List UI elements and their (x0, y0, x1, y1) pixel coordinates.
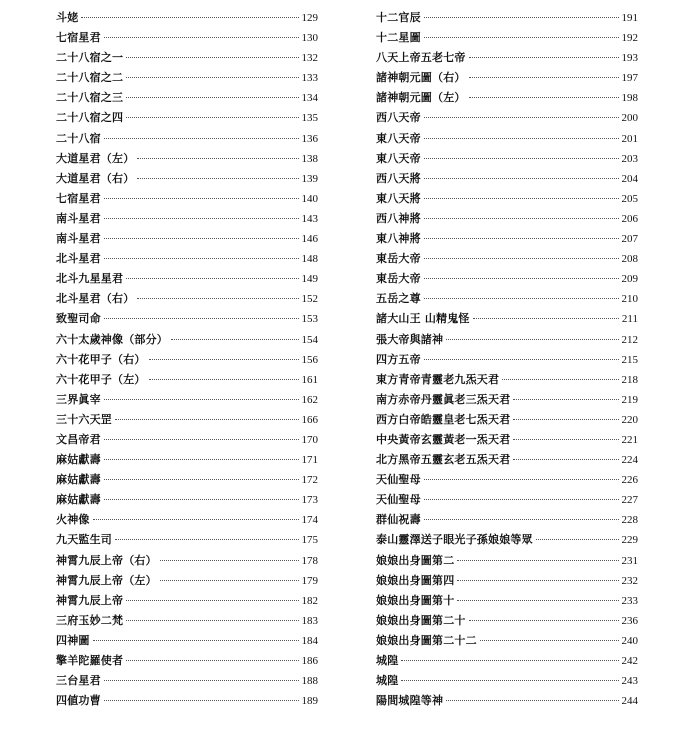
dot-leader (104, 238, 299, 239)
dot-leader (104, 318, 299, 319)
dot-leader (469, 620, 619, 621)
toc-entry-page-number: 211 (621, 313, 638, 326)
dot-leader (446, 700, 618, 701)
toc-entry-page-number: 226 (621, 474, 638, 487)
toc-entry-page-number: 244 (621, 695, 638, 708)
toc-column-right (376, 8, 638, 711)
toc-entry-page-number: 156 (301, 353, 318, 366)
toc-entry-title: 八天上帝五老七帝 (376, 51, 466, 65)
toc-entry (56, 350, 318, 370)
toc-entry-page-number: 174 (301, 514, 318, 527)
dot-leader (457, 580, 618, 581)
toc-entry-page-number: 179 (301, 574, 318, 587)
toc-entry-page-number: 220 (621, 413, 638, 426)
toc-entry-title: 西八神將 (376, 211, 421, 225)
dot-leader (149, 359, 299, 360)
toc-entry (56, 68, 318, 88)
dot-leader (469, 57, 619, 58)
toc-entry-title: 四方五帝 (376, 352, 421, 366)
toc-entry (376, 671, 638, 691)
toc-entry-title: 神霄九辰上帝（右） (56, 553, 157, 567)
toc-entry-page-number: 136 (301, 132, 318, 145)
toc-entry-title: 諸神朝元圖（左） (376, 91, 466, 105)
toc-entry (56, 289, 318, 309)
toc-entry (56, 631, 318, 651)
toc-entry-title: 西八天帝 (376, 111, 421, 125)
toc-entry-page-number: 170 (301, 433, 318, 446)
dot-leader (401, 680, 618, 681)
toc-entry (376, 571, 638, 591)
toc-entry-title: 娘娘出身圖第二 (376, 553, 455, 567)
dot-leader (126, 600, 298, 601)
dot-leader (137, 298, 298, 299)
toc-entry-page-number: 189 (301, 695, 318, 708)
toc-entry-title: 泰山靈澤送子眼光子孫娘娘等眾 (376, 533, 533, 547)
dot-leader (424, 258, 619, 259)
toc-entry-title: 大道星君（左） (56, 151, 135, 165)
toc-entry-page-number: 161 (301, 373, 318, 386)
toc-entry (376, 410, 638, 430)
toc-entry-page-number: 171 (301, 454, 318, 467)
toc-entry-page-number: 205 (621, 192, 638, 205)
dot-leader (104, 479, 299, 480)
toc-entry-page-number: 183 (301, 614, 318, 627)
toc-entry (376, 390, 638, 410)
toc-entry (56, 611, 318, 631)
dot-leader (536, 539, 619, 540)
dot-leader (149, 379, 299, 380)
toc-entry-page-number: 212 (621, 333, 638, 346)
dot-leader (104, 439, 299, 440)
toc-entry (56, 169, 318, 189)
dot-leader (424, 359, 619, 360)
toc-entry-page-number: 172 (301, 474, 318, 487)
toc-entry-page-number: 233 (621, 594, 638, 607)
toc-entry-title: 南方赤帝丹靈眞老三炁天君 (376, 392, 511, 406)
toc-entry (56, 571, 318, 591)
dot-leader (93, 519, 299, 520)
toc-entry-page-number: 227 (621, 494, 638, 507)
toc-entry-page-number: 236 (621, 614, 638, 627)
dot-leader (424, 178, 619, 179)
toc-entry (56, 28, 318, 48)
toc-entry-title: 七宿星君 (56, 31, 101, 45)
toc-entry-title: 四神圖 (56, 633, 90, 647)
dot-leader (473, 318, 619, 319)
toc-entry (376, 330, 638, 350)
toc-entry-title: 十二官辰 (376, 11, 421, 24)
toc-entry-title: 東八神將 (376, 232, 421, 246)
dot-leader (446, 339, 618, 340)
toc-entry-title: 東八天帝 (376, 131, 421, 145)
toc-entry-title: 娘娘出身圖第四 (376, 573, 455, 587)
toc-entry-page-number: 178 (301, 554, 318, 567)
dot-leader (126, 620, 298, 621)
toc-entry-page-number: 224 (621, 454, 638, 467)
toc-entry (376, 68, 638, 88)
toc-entry-title: 北斗星君（右） (56, 292, 135, 306)
toc-entry-page-number: 135 (301, 112, 318, 125)
toc-entry-title: 西八天將 (376, 171, 421, 185)
toc-entry-title: 大道星君（右） (56, 171, 135, 185)
dot-leader (115, 539, 299, 540)
toc-entry-page-number: 228 (621, 514, 638, 527)
toc-entry (376, 470, 638, 490)
toc-entry-page-number: 140 (301, 192, 318, 205)
toc-entry-page-number: 221 (621, 433, 638, 446)
toc-entry-title: 致聖司命 (56, 312, 101, 326)
dot-leader (424, 158, 619, 159)
dot-leader (480, 640, 619, 641)
dot-leader (424, 218, 619, 219)
dot-leader (126, 77, 298, 78)
toc-entry (376, 229, 638, 249)
dot-leader (424, 138, 619, 139)
toc-entry-title: 東八天帝 (376, 151, 421, 165)
toc-entry (376, 269, 638, 289)
toc-entry-page-number: 206 (621, 212, 638, 225)
toc-entry-page-number: 134 (301, 92, 318, 105)
toc-entry-title: 諸大山王 山精鬼怪 (376, 312, 470, 326)
toc-entry-title: 三十六天罡 (56, 412, 112, 426)
toc-entry-title: 娘娘出身圖第二十 (376, 613, 466, 627)
toc-entry (376, 289, 638, 309)
toc-entry-page-number: 215 (621, 353, 638, 366)
toc-entry-page-number: 210 (621, 293, 638, 306)
toc-entry (56, 370, 318, 390)
toc-entry-page-number: 182 (301, 594, 318, 607)
toc-entry-page-number: 232 (621, 574, 638, 587)
toc-entry-title: 北斗九星星君 (56, 272, 124, 286)
toc-entry-page-number: 203 (621, 152, 638, 165)
toc-entry-page-number: 243 (621, 675, 638, 688)
toc-entry-page-number: 192 (621, 32, 638, 45)
toc-entry-page-number: 153 (301, 313, 318, 326)
toc-entry-title: 東八天將 (376, 191, 421, 205)
toc-entry-page-number: 139 (301, 172, 318, 185)
toc-entry (56, 209, 318, 229)
dot-leader (457, 560, 618, 561)
toc-entry (376, 450, 638, 470)
toc-entry (56, 390, 318, 410)
dot-leader (104, 37, 299, 38)
toc-entry (376, 28, 638, 48)
toc-entry-page-number: 218 (621, 373, 638, 386)
dot-leader (469, 77, 619, 78)
toc-entry (376, 370, 638, 390)
toc-entry-page-number: 175 (301, 534, 318, 547)
dot-leader (469, 97, 619, 98)
dot-leader (424, 198, 619, 199)
toc-entry-page-number: 184 (301, 634, 318, 647)
toc-entry-page-number: 166 (301, 413, 318, 426)
dot-leader (457, 600, 618, 601)
toc-entry-title: 斗姥 (56, 11, 79, 24)
toc-entry-title: 南斗星君 (56, 211, 101, 225)
toc-entry (376, 88, 638, 108)
toc-entry (376, 490, 638, 510)
toc-entry-title: 三府玉妙二梵 (56, 613, 124, 627)
toc-entry-title: 二十八宿之二 (56, 71, 124, 85)
toc-entry-title: 西方白帝皓靈皇老七炁天君 (376, 412, 511, 426)
toc-entry-page-number: 133 (301, 72, 318, 85)
dot-leader (104, 459, 299, 460)
dot-leader (104, 399, 299, 400)
toc-entry (376, 651, 638, 671)
dot-leader (104, 138, 299, 139)
toc-entry-page-number: 143 (301, 212, 318, 225)
toc-entry-page-number: 198 (621, 92, 638, 105)
toc-entry-page-number: 191 (621, 12, 638, 24)
toc-entry (376, 309, 638, 329)
toc-entry-page-number: 204 (621, 172, 638, 185)
dot-leader (93, 640, 299, 641)
toc-entry-title: 東方青帝青靈老九炁天君 (376, 372, 500, 386)
toc-entry-title: 中央黃帝玄靈黃老一炁天君 (376, 432, 511, 446)
toc-entry-title: 北方黑帝五靈玄老五炁天君 (376, 453, 511, 467)
toc-entry-page-number: 132 (301, 52, 318, 65)
toc-entry-page-number: 188 (301, 675, 318, 688)
dot-leader (424, 17, 619, 18)
toc-entry-title: 張大帝與諸神 (376, 332, 444, 346)
toc-entry (56, 330, 318, 350)
toc-entry-page-number: 208 (621, 253, 638, 266)
toc-entry-page-number: 146 (301, 233, 318, 246)
dot-leader (126, 117, 298, 118)
dot-leader (502, 379, 618, 380)
dot-leader (137, 158, 298, 159)
toc-entry (56, 149, 318, 169)
toc-entry-title: 麻姑獻壽 (56, 473, 101, 487)
toc-entry-page-number: 162 (301, 393, 318, 406)
toc-entry-page-number: 229 (621, 534, 638, 547)
dot-leader (424, 117, 619, 118)
dot-leader (160, 560, 299, 561)
toc-entry-title: 三台星君 (56, 674, 101, 688)
toc-entry (376, 611, 638, 631)
toc-entry (56, 470, 318, 490)
toc-entry (56, 8, 318, 28)
toc-entry-title: 諸神朝元圖（右） (376, 71, 466, 85)
toc-entry (376, 169, 638, 189)
toc-entry (376, 149, 638, 169)
dot-leader (126, 278, 298, 279)
toc-entry-page-number: 193 (621, 52, 638, 65)
toc-entry (376, 631, 638, 651)
dot-leader (126, 97, 298, 98)
toc-entry-page-number: 148 (301, 253, 318, 266)
toc-entry-page-number: 130 (301, 32, 318, 45)
toc-entry-title: 二十八宿之三 (56, 91, 124, 105)
toc-entry-page-number: 129 (301, 12, 318, 24)
toc-entry (376, 129, 638, 149)
toc-entry-title: 城隍 (376, 674, 399, 688)
toc-entry (56, 249, 318, 269)
toc-entry (376, 551, 638, 571)
toc-entry-title: 六十太歲神像（部分） (56, 332, 168, 346)
toc-entry-title: 麻姑獻壽 (56, 493, 101, 507)
toc-entry-page-number: 209 (621, 273, 638, 286)
toc-entry (56, 410, 318, 430)
dot-leader (513, 459, 618, 460)
toc-entry-title: 擎羊陀羅使者 (56, 654, 124, 667)
toc-entry (376, 209, 638, 229)
dot-leader (104, 198, 299, 199)
toc-entry-title: 娘娘出身圖第二十二 (376, 633, 477, 647)
dot-leader (104, 680, 299, 681)
toc-entry-title: 二十八宿之一 (56, 51, 124, 65)
dot-leader (424, 37, 619, 38)
dot-leader (126, 57, 298, 58)
toc-entry (56, 129, 318, 149)
toc-entry-title: 天仙聖母 (376, 493, 421, 507)
toc-entry-page-number: 219 (621, 393, 638, 406)
toc-entry-title: 東岳大帝 (376, 252, 421, 266)
dot-leader (424, 519, 619, 520)
dot-leader (115, 419, 299, 420)
toc-entry-title: 城隍 (376, 654, 399, 667)
toc-entry-title: 陽間城隍等神 (376, 694, 444, 708)
toc-entry (56, 671, 318, 691)
dot-leader (513, 419, 618, 420)
toc-entry (56, 510, 318, 530)
toc-entry-title: 火神像 (56, 513, 90, 527)
dot-leader (137, 178, 298, 179)
toc-entry (376, 189, 638, 209)
toc-entry-title: 七宿星君 (56, 191, 101, 205)
toc-entry-title: 神霄九辰上帝（左） (56, 573, 157, 587)
toc-entry (56, 108, 318, 128)
toc-entry-title: 群仙祝壽 (376, 513, 421, 527)
toc-entry-title: 三界眞宰 (56, 392, 101, 406)
toc-entry-title: 六十花甲子（右） (56, 352, 146, 366)
toc-entry-title: 二十八宿 (56, 131, 101, 145)
toc-entry-page-number: 242 (621, 655, 638, 667)
toc-entry (56, 490, 318, 510)
dot-leader (401, 660, 618, 661)
toc-entry-title: 神霄九辰上帝 (56, 593, 124, 607)
dot-leader (424, 499, 619, 500)
toc-entry-page-number: 152 (301, 293, 318, 306)
toc-entry-page-number: 197 (621, 72, 638, 85)
dot-leader (171, 339, 299, 340)
dot-leader (160, 580, 299, 581)
toc-entry (376, 530, 638, 550)
toc-entry-page-number: 154 (301, 333, 318, 346)
toc-entry-title: 十二星圖 (376, 31, 421, 45)
toc-entry-title: 九天監生司 (56, 533, 112, 547)
toc-entry (56, 430, 318, 450)
dot-leader (424, 298, 619, 299)
dot-leader (104, 258, 299, 259)
toc-entry-page-number: 200 (621, 112, 638, 125)
toc-entry (56, 269, 318, 289)
dot-leader (81, 17, 298, 18)
toc-entry-title: 東岳大帝 (376, 272, 421, 286)
dot-leader (424, 238, 619, 239)
dot-leader (104, 700, 299, 701)
toc-entry-title: 麻姑獻壽 (56, 453, 101, 467)
toc-entry-page-number: 240 (621, 634, 638, 647)
toc-entry-title: 天仙聖母 (376, 473, 421, 487)
toc-entry (56, 189, 318, 209)
toc-entry (56, 591, 318, 611)
toc-entry (56, 88, 318, 108)
toc-entry-title: 六十花甲子（左） (56, 372, 146, 386)
toc-entry-title: 文昌帝君 (56, 432, 101, 446)
toc-column-left (56, 8, 318, 711)
toc-entry-title: 北斗星君 (56, 252, 101, 266)
toc-entry (376, 430, 638, 450)
toc-entry (376, 510, 638, 530)
dot-leader (104, 499, 299, 500)
dot-leader (424, 278, 619, 279)
toc-entry (56, 530, 318, 550)
toc-entry (376, 350, 638, 370)
toc-entry (376, 108, 638, 128)
toc-entry-page-number: 138 (301, 152, 318, 165)
toc-entry (376, 48, 638, 68)
toc-entry-title: 南斗星君 (56, 232, 101, 246)
toc-entry (56, 48, 318, 68)
toc-entry-page-number: 149 (301, 273, 318, 286)
toc-entry-page-number: 207 (621, 233, 638, 246)
toc-entry (376, 249, 638, 269)
dot-leader (104, 218, 299, 219)
toc-entry-page-number: 201 (621, 132, 638, 145)
dot-leader (513, 439, 618, 440)
toc-entry (56, 691, 318, 711)
toc-entry (56, 651, 318, 671)
toc-entry (56, 309, 318, 329)
toc-entry-title: 娘娘出身圖第十 (376, 593, 455, 607)
dot-leader (126, 660, 298, 661)
toc-entry (56, 551, 318, 571)
toc-entry (56, 450, 318, 470)
toc-entry (376, 8, 638, 28)
toc-entry-title: 四値功曹 (56, 694, 101, 708)
toc-entry (376, 691, 638, 711)
toc-entry-title: 二十八宿之四 (56, 111, 124, 125)
toc-entry-title: 五岳之尊 (376, 292, 421, 306)
dot-leader (424, 479, 619, 480)
toc-entry-page-number: 231 (621, 554, 638, 567)
toc-entry (376, 591, 638, 611)
dot-leader (513, 399, 618, 400)
toc-entry-page-number: 173 (301, 494, 318, 507)
toc-entry-page-number: 186 (301, 655, 318, 667)
toc-entry (56, 229, 318, 249)
